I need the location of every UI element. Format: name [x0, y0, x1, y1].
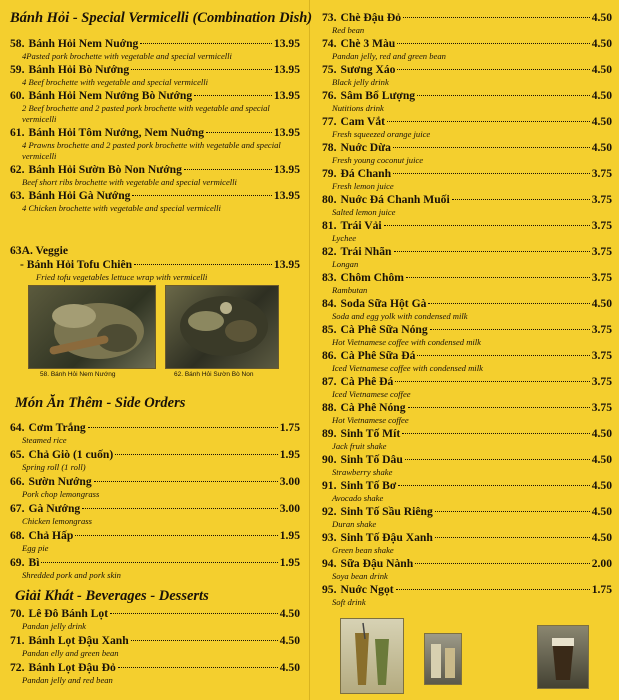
item-number: 73. [322, 11, 337, 24]
leader-dots [415, 563, 590, 564]
item-description: Lychee [332, 233, 357, 243]
drink-photo-1 [340, 618, 404, 694]
leader-dots [435, 511, 590, 512]
item-name [322, 167, 391, 181]
item-name [322, 453, 403, 467]
item-title: Sâm Bổ Lượng [340, 89, 416, 102]
item-title: Cơm Trắng [28, 421, 86, 434]
item-number: 91. [322, 479, 337, 492]
item-name [322, 115, 385, 129]
item-price: 3.00 [279, 475, 300, 488]
item-number: 87. [322, 375, 337, 388]
item-title: Cam Vắt [340, 115, 386, 128]
leader-dots [405, 459, 590, 460]
drink-photo-2-art [425, 634, 461, 684]
menu-item [322, 531, 612, 556]
section-title-beverages: Giải Khát - Beverages - Desserts [15, 588, 209, 604]
item-title: Bánh Hỏi Bò Nướng [28, 63, 130, 76]
item-description: Beef short ribs brochette with vegetable and special vermicelli [22, 177, 237, 187]
item-title: Cà Phê Sữa Nóng [340, 323, 428, 336]
veggie-item [10, 244, 300, 283]
item-number: 95. [322, 583, 337, 596]
item-name [10, 163, 182, 177]
leader-dots [417, 355, 589, 356]
item-name [10, 448, 113, 462]
leader-dots [184, 169, 272, 170]
item-description: 4 Prawns brochette and 2 pasted pork brochette with vegetable and special vermicelli [22, 140, 281, 161]
item-title: Chả Hấp [28, 529, 74, 542]
item-name [322, 427, 400, 441]
veggie-desc: Fried tofu vegetables lettuce wrap with vermicelli [36, 272, 208, 282]
leader-dots [131, 640, 278, 641]
item-name [10, 502, 80, 516]
item-title: Sinh Tố Bơ [340, 479, 397, 492]
item-name [322, 531, 433, 545]
item-number: 86. [322, 349, 337, 362]
item-number: 82. [322, 245, 337, 258]
item-title: Bánh Hỏi Nem Nuớng [28, 37, 139, 50]
leader-dots [397, 69, 589, 70]
item-number: 90. [322, 453, 337, 466]
menu-item [322, 167, 612, 192]
item-title: Bánh Lọt Đậu Đỏ [28, 661, 116, 674]
item-title: Trái Nhãn [340, 245, 392, 258]
item-description: Jack fruit shake [332, 441, 387, 451]
item-number: 59. [10, 63, 25, 76]
leader-dots [88, 427, 278, 428]
item-price: 3.75 [591, 323, 612, 336]
menu-item [322, 37, 612, 62]
item-name [322, 297, 426, 311]
leader-dots [403, 17, 590, 18]
item-number: 84. [322, 297, 337, 310]
item-title: Chè Đậu Đỏ [340, 11, 402, 24]
item-description: Pork chop lemongrass [22, 489, 100, 499]
section-title-side-orders: Món Ăn Thêm - Side Orders [15, 395, 186, 411]
leader-dots [384, 225, 590, 226]
item-number: 60. [10, 89, 25, 102]
item-title: Sinh Tố Mít [340, 427, 401, 440]
item-number: 64. [10, 421, 25, 434]
item-name [10, 37, 138, 51]
item-title: Nuớc Đá Chanh Muối [340, 193, 450, 206]
photo-caption-2: 62. Bánh Hỏi Sườn Bò Non [174, 371, 254, 378]
item-description: 2 Beef brochette and 2 pasted pork brochette with vegetable and special vermicelli [22, 103, 270, 124]
menu-item [322, 427, 612, 452]
item-description: Spring roll (1 roll) [22, 462, 86, 472]
item-title: Nuớc Ngọt [340, 583, 394, 596]
leader-dots [134, 264, 272, 265]
item-description: Strawberry shake [332, 467, 393, 477]
item-number: 88. [322, 401, 337, 414]
menu-item [322, 115, 612, 140]
item-title: Lê Đô Bánh Lọt [28, 607, 109, 620]
item-price: 3.75 [591, 193, 612, 206]
leader-dots [387, 121, 590, 122]
item-name [322, 245, 392, 259]
item-price: 3.75 [591, 167, 612, 180]
item-number: 76. [322, 89, 337, 102]
menu-item [10, 189, 300, 214]
menu-item [10, 607, 300, 632]
drink-photo-2 [424, 633, 462, 685]
item-price: 4.50 [279, 661, 300, 674]
leader-dots [402, 433, 589, 434]
dish-photo-suon-bo-non-art [166, 286, 278, 368]
leader-dots [194, 95, 272, 96]
item-price: 3.00 [279, 502, 300, 515]
item-price: 1.95 [279, 556, 300, 569]
leader-dots [110, 613, 278, 614]
leader-dots [408, 407, 590, 408]
drink-photo-1-art [341, 619, 403, 693]
leader-dots [140, 43, 272, 44]
item-title: Sinh Tố Sầu Riêng [340, 505, 433, 518]
item-title: Cà Phê Đá [340, 375, 394, 388]
item-price: 13.95 [273, 163, 300, 176]
item-description: Soya bean drink [332, 571, 388, 581]
item-price: 4.50 [591, 479, 612, 492]
leader-dots [206, 132, 272, 133]
item-description: Fresh young coconut juice [332, 155, 424, 165]
menu-item [322, 349, 612, 374]
leader-dots [82, 508, 277, 509]
menu-item [322, 557, 612, 582]
leader-dots [132, 195, 271, 196]
item-title: Bì [28, 556, 40, 569]
item-name [10, 63, 129, 77]
item-name [10, 661, 116, 675]
item-title: Đá Chanh [340, 167, 392, 180]
item-price: 3.75 [591, 375, 612, 388]
item-title: Sinh Tố Dâu [340, 453, 403, 466]
item-number: 89. [322, 427, 337, 440]
menu-item [10, 63, 300, 88]
item-number: 93. [322, 531, 337, 544]
menu-item [10, 661, 300, 686]
item-price: 3.75 [591, 401, 612, 414]
item-title: Bánh Hỏi Sườn Bò Non Nướng [28, 163, 182, 176]
menu-item [322, 271, 612, 296]
item-name [322, 401, 406, 415]
item-price: 3.75 [591, 245, 612, 258]
item-description: Hot Vietnamese coffee with condensed milk [332, 337, 481, 347]
menu-item [322, 401, 612, 426]
item-name [10, 89, 192, 103]
item-price: 1.75 [591, 583, 612, 596]
menu-item [322, 219, 612, 244]
item-name [10, 556, 39, 570]
item-title: Bánh Hỏi Gà Nướng [28, 189, 131, 202]
leader-dots [118, 667, 278, 668]
item-description: Black jelly drink [332, 77, 389, 87]
item-description: Green bean shake [332, 545, 394, 555]
item-name [322, 219, 382, 233]
leader-dots [395, 381, 589, 382]
item-number: 80. [322, 193, 337, 206]
menu-item [322, 193, 612, 218]
menu-item [322, 11, 612, 36]
beverages-desserts-list [10, 607, 300, 688]
item-number: 85. [322, 323, 337, 336]
item-number: 62. [10, 163, 25, 176]
item-name [322, 583, 394, 597]
item-number: 79. [322, 167, 337, 180]
drink-photo-3 [537, 625, 589, 689]
item-description: Fresh squeezed orange juice [332, 129, 431, 139]
item-price: 4.50 [591, 505, 612, 518]
item-description: Hot Vietnamese coffee [332, 415, 409, 425]
item-description: 4Pasted pork brochette with vegetable and special vermicelli [22, 51, 232, 61]
item-price: 4.50 [591, 297, 612, 310]
item-description: Fresh lemon juice [332, 181, 394, 191]
drinks-list [322, 11, 612, 609]
item-title: Cà Phê Nóng [340, 401, 406, 414]
item-name [10, 421, 86, 435]
item-number: 78. [322, 141, 337, 154]
item-number: 67. [10, 502, 25, 515]
item-title: Chè 3 Màu [340, 37, 396, 50]
item-description: Shredded pork and pork skin [22, 570, 121, 580]
section-title-banh-hoi: Bánh Hỏi - Special Vermicelli (Combination Dish) [10, 10, 313, 26]
item-price: 4.50 [591, 453, 612, 466]
item-number: 58. [10, 37, 25, 50]
item-description: Duran shake [332, 519, 377, 529]
item-price: 3.75 [591, 271, 612, 284]
item-description: Salted lemon juice [332, 207, 396, 217]
item-number: 65. [10, 448, 25, 461]
item-price: 4.50 [591, 37, 612, 50]
item-title: Chôm Chôm [340, 271, 404, 284]
item-description: Pandan jelly and red bean [22, 675, 113, 685]
item-name [10, 189, 130, 203]
item-description: Rambutan [332, 285, 368, 295]
item-price: 2.00 [591, 557, 612, 570]
item-name [322, 375, 393, 389]
item-number: 61. [10, 126, 25, 139]
photo-caption-1: 58. Bánh Hỏi Nem Nướng [40, 371, 116, 378]
leader-dots [430, 329, 590, 330]
item-price: 1.95 [279, 448, 300, 461]
item-name [322, 141, 391, 155]
item-price: 13.95 [273, 37, 300, 50]
leader-dots [75, 535, 277, 536]
item-title: Soda Sữa Hột Gà [340, 297, 427, 310]
item-price: 13.95 [273, 63, 300, 76]
banh-hoi-list [10, 37, 300, 215]
item-description: Soda and egg yolk with condensed milk [332, 311, 468, 321]
item-number: 63. [10, 189, 25, 202]
dish-photo-suon-bo-non [165, 285, 279, 369]
item-price: 4.50 [591, 427, 612, 440]
item-number: 77. [322, 115, 337, 128]
item-name [10, 475, 92, 489]
leader-dots [394, 251, 590, 252]
menu-item [10, 634, 300, 659]
menu-item [10, 448, 300, 473]
leader-dots [41, 562, 277, 563]
item-price: 13.95 [273, 126, 300, 139]
item-description: Pandan jelly, red and green bean [332, 51, 446, 61]
leader-dots [428, 303, 589, 304]
menu-item [322, 63, 612, 88]
dish-photo-nem-nuong [28, 285, 156, 369]
item-description: Soft drink [332, 597, 366, 607]
item-title: Sữa Đậu Nành [340, 557, 414, 570]
item-title: Sinh Tố Đậu Xanh [340, 531, 433, 544]
item-title: Chả Giò (1 cuốn) [28, 448, 114, 461]
item-name [322, 557, 413, 571]
item-number: 71. [10, 634, 25, 647]
item-description: Longan [332, 259, 359, 269]
item-description: Chicken lemongrass [22, 516, 92, 526]
item-price: 4.50 [279, 634, 300, 647]
item-number: 94. [322, 557, 337, 570]
item-name [322, 193, 450, 207]
leader-dots [115, 454, 277, 455]
item-title: Gà Nướng [28, 502, 81, 515]
item-number: 66. [10, 475, 25, 488]
menu-item [322, 89, 612, 114]
item-name [10, 126, 204, 140]
item-name [322, 505, 433, 519]
item-price: 3.75 [591, 219, 612, 232]
item-price: 4.50 [279, 607, 300, 620]
item-title: Bánh Lọt Đậu Xanh [28, 634, 129, 647]
item-description: Iced Vietnamese coffee with condensed milk [332, 363, 483, 373]
item-name [322, 89, 415, 103]
menu-item [322, 453, 612, 478]
menu-item [10, 37, 300, 62]
item-description: Steamed rice [22, 435, 67, 445]
item-number: 68. [10, 529, 25, 542]
leader-dots [393, 173, 590, 174]
item-number: 75. [322, 63, 337, 76]
item-price: 4.50 [591, 63, 612, 76]
leader-dots [417, 95, 590, 96]
item-name [322, 11, 401, 25]
item-description: Egg pie [22, 543, 49, 553]
leader-dots [94, 481, 278, 482]
item-number: 83. [322, 271, 337, 284]
item-description: Iced Vietnamese coffee [332, 389, 411, 399]
item-title: Nuớc Dừa [340, 141, 391, 154]
item-price: 4.50 [591, 141, 612, 154]
leader-dots [398, 485, 589, 486]
item-title: Bánh Hỏi Nem Nướng Bò Nướng [28, 89, 193, 102]
leader-dots [435, 537, 590, 538]
item-name [10, 634, 129, 648]
menu-item [10, 126, 300, 162]
leader-dots [397, 43, 589, 44]
menu-item [322, 479, 612, 504]
item-price: 4.50 [591, 531, 612, 544]
item-price: 3.75 [591, 349, 612, 362]
dish-photo-nem-nuong-art [29, 286, 155, 368]
item-name [322, 37, 395, 51]
item-description: Nutitions drink [332, 103, 384, 113]
item-description: 4 Chicken brochette with vegetable and special vermicelli [22, 203, 221, 213]
item-price: 13.95 [273, 89, 300, 102]
item-price: 1.75 [279, 421, 300, 434]
menu-item [10, 475, 300, 500]
item-title: Sườn Nướng [28, 475, 92, 488]
item-number: 74. [322, 37, 337, 50]
veggie-price: 13.95 [273, 258, 300, 271]
menu-item [322, 583, 612, 608]
item-name [10, 607, 108, 621]
menu-item [10, 529, 300, 554]
item-name [10, 529, 73, 543]
menu-item [10, 163, 300, 188]
leader-dots [131, 69, 272, 70]
item-number: 70. [10, 607, 25, 620]
menu-item [322, 323, 612, 348]
item-name [322, 323, 428, 337]
veggie-name: - Bánh Hỏi Tofu Chiên [20, 258, 133, 271]
leader-dots [396, 589, 590, 590]
menu-item [322, 297, 612, 322]
item-number: 92. [322, 505, 337, 518]
item-description: Pandan jelly drink [22, 621, 86, 631]
item-description: Pandan elly and green bean [22, 648, 119, 658]
veggie-label: 63A. Veggie [10, 244, 68, 257]
leader-dots [393, 147, 590, 148]
item-number: 72. [10, 661, 25, 674]
item-title: Sương Xáo [340, 63, 396, 76]
item-title: Bánh Hỏi Tôm Nướng, Nem Nuớng [28, 126, 204, 139]
item-name [322, 63, 395, 77]
item-description: 4 Beef brochette with vegetable and special vermicelli [22, 77, 209, 87]
fold-line [309, 0, 310, 700]
item-price: 13.95 [273, 189, 300, 202]
menu-item [10, 421, 300, 446]
drink-photo-3-art [538, 626, 588, 688]
menu-item [10, 89, 300, 125]
menu-item [322, 141, 612, 166]
leader-dots [452, 199, 590, 200]
item-title: Trái Vải [340, 219, 382, 232]
item-description: Red bean [332, 25, 365, 35]
leader-dots [406, 277, 590, 278]
item-title: Cà Phê Sữa Đá [340, 349, 416, 362]
item-price: 4.50 [591, 11, 612, 24]
item-number: 81. [322, 219, 337, 232]
menu-item [322, 505, 612, 530]
item-name [322, 479, 396, 493]
item-price: 4.50 [591, 115, 612, 128]
item-name [322, 349, 415, 363]
menu-item [10, 556, 300, 581]
menu-item [10, 502, 300, 527]
menu-item [322, 375, 612, 400]
item-number: 69. [10, 556, 25, 569]
item-price: 4.50 [591, 89, 612, 102]
item-price: 1.95 [279, 529, 300, 542]
item-name [322, 271, 404, 285]
menu-item [322, 245, 612, 270]
side-orders-list [10, 421, 300, 583]
item-description: Avocado shake [332, 493, 384, 503]
